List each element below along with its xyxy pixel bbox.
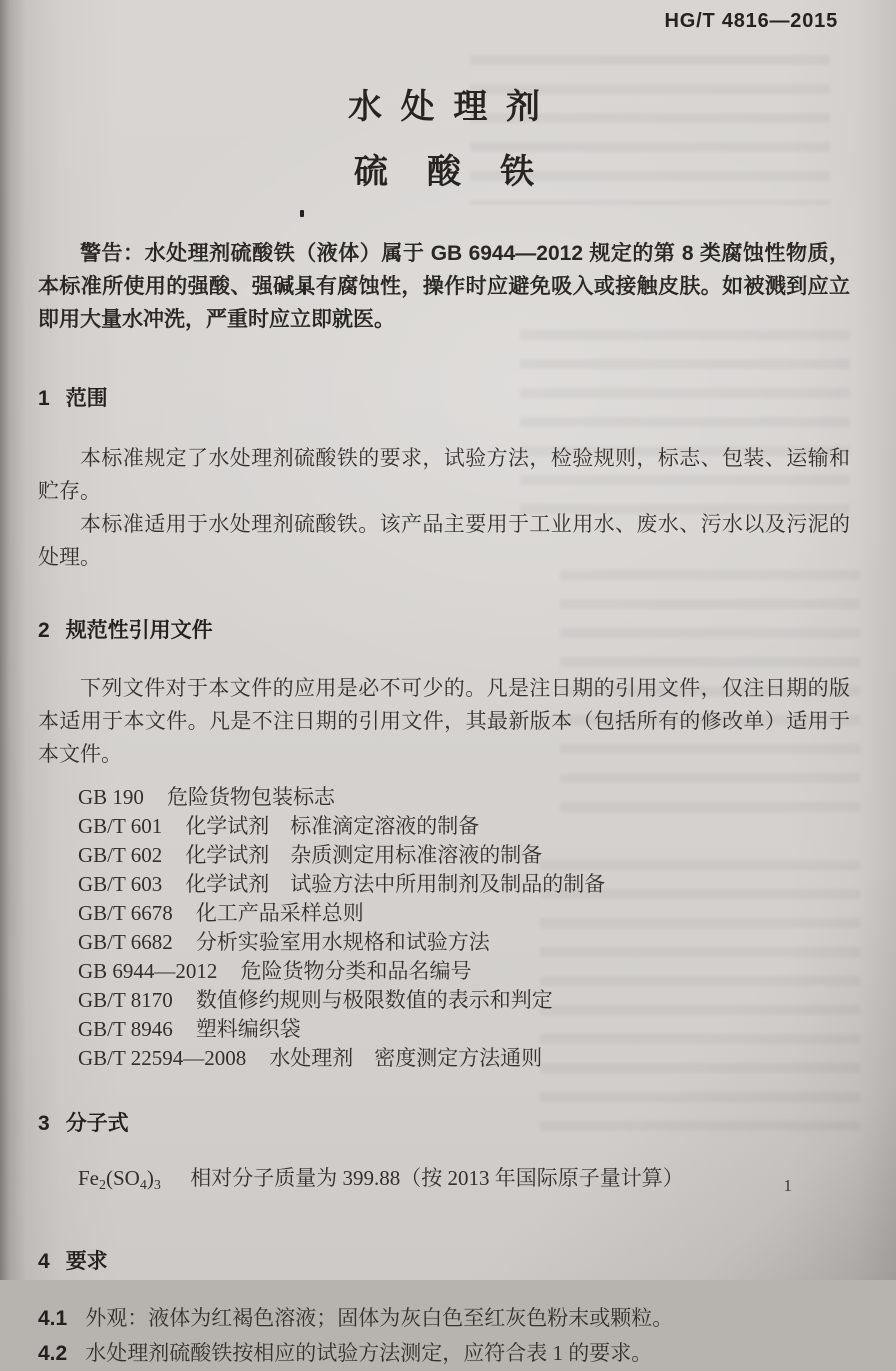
clause-text: 外观：液体为红褐色溶液；固体为灰白色至红灰色粉末或颗粒。 xyxy=(85,1306,674,1330)
reference-item xyxy=(78,899,850,928)
reference-code: GB/T 603 xyxy=(78,872,163,896)
reference-title: 化学试剂 标准滴定溶液的制备 xyxy=(185,814,480,838)
reference-title: 化学试剂 试验方法中所用制剂及制品的制备 xyxy=(185,872,606,896)
reference-code: GB/T 601 xyxy=(78,814,163,838)
reference-title: 危险货物分类和品名编号 xyxy=(240,959,472,983)
reference-item xyxy=(78,812,850,841)
reference-code: GB/T 8170 xyxy=(78,988,173,1012)
section-number: 2 xyxy=(38,619,50,642)
scope-paragraph-1: 本标准规定了水处理剂硫酸铁的要求，试验方法，检验规则，标志、包装、运输和贮存。 xyxy=(38,446,850,503)
reference-title: 分析实验室用水规格和试验方法 xyxy=(195,930,490,954)
reference-code: GB/T 6678 xyxy=(78,901,173,925)
reference-item xyxy=(78,1044,850,1073)
requirement-item xyxy=(38,1301,850,1336)
reference-title: 危险货物包装标志 xyxy=(167,785,336,809)
section-number: 3 xyxy=(38,1112,50,1135)
chemical-formula: $Fe_2(SO_4)_3$ xyxy=(78,1166,161,1193)
section-number: 1 xyxy=(38,387,50,410)
reference-code: GB/T 6682 xyxy=(78,930,173,954)
reference-item xyxy=(78,986,850,1015)
section-heading-molecular-formula xyxy=(38,1107,850,1137)
requirement-item xyxy=(38,1336,850,1371)
reference-code: GB/T 8946 xyxy=(78,1017,173,1041)
reference-title: 数值修约规则与极限数值的表示和判定 xyxy=(195,988,553,1012)
reference-item xyxy=(78,783,850,812)
section-heading-normative-references xyxy=(38,614,850,644)
warning-paragraph: 警告：水处理剂硫酸铁（液体）属于 GB 6944—2012 规定的第 8 类腐蚀性物质，本标准所使用的强酸、强碱具有腐蚀性，操作时应避免吸入或接触皮肤。如被溅到应立即用大量水冲洗，严重时应立即就医。 xyxy=(38,242,850,331)
section-number: 4 xyxy=(38,1250,50,1273)
title-line-1: 水处理剂 xyxy=(347,88,559,126)
scope-paragraph-2: 本标准适用于水处理剂硫酸铁。该产品主要用于工业用水、废水、污水以及污泥的处理。 xyxy=(38,512,850,569)
section-heading-scope xyxy=(38,382,850,412)
reference-item xyxy=(78,870,850,899)
page-number: 1 xyxy=(783,1176,792,1195)
section-title: 要求 xyxy=(65,1250,108,1273)
reference-item xyxy=(78,1015,850,1044)
reference-item xyxy=(78,841,850,870)
reference-list xyxy=(38,783,850,1073)
title-line-2: 硫酸铁 xyxy=(353,153,574,191)
clause-text: 水处理剂硫酸铁按相应的试验方法测定，应符合表 1 的要求。 xyxy=(85,1341,653,1365)
section-title: 规范性引用文件 xyxy=(65,619,213,642)
reference-title: 水处理剂 密度测定方法通则 xyxy=(269,1046,543,1070)
section-title: 分子式 xyxy=(65,1112,129,1135)
molecular-formula-line xyxy=(38,1163,850,1201)
clause-number: 4.2 xyxy=(38,1342,68,1365)
requirement-items xyxy=(38,1301,850,1371)
relative-molecular-mass-note: 相对分子质量为 399.88（按 2013 年国际原子量计算） xyxy=(190,1166,684,1190)
section-heading-requirements xyxy=(38,1245,850,1275)
reference-item xyxy=(78,957,850,986)
document-title xyxy=(38,79,850,193)
reference-item xyxy=(78,928,850,957)
section-title: 范围 xyxy=(65,387,108,410)
clause-number: 4.1 xyxy=(38,1307,68,1330)
reference-title: 化学试剂 杂质测定用标准溶液的制备 xyxy=(185,843,543,867)
reference-code: GB/T 22594—2008 xyxy=(78,1046,247,1070)
reference-title: 化工产品采样总则 xyxy=(195,901,364,925)
reference-code: GB/T 602 xyxy=(78,843,163,867)
reference-code: GB 190 xyxy=(78,785,144,809)
reference-title: 塑料编织袋 xyxy=(195,1017,301,1041)
standard-code: HG/T 4816—2015 xyxy=(664,10,838,32)
reference-code: GB 6944—2012 xyxy=(78,959,218,983)
references-intro-paragraph: 下列文件对于本文件的应用是必不可少的。凡是注日期的引用文件，仅注日期的版本适用于本文件。凡是不注日期的引用文件，其最新版本（包括所有的修改单）适用于本文件。 xyxy=(38,676,850,766)
